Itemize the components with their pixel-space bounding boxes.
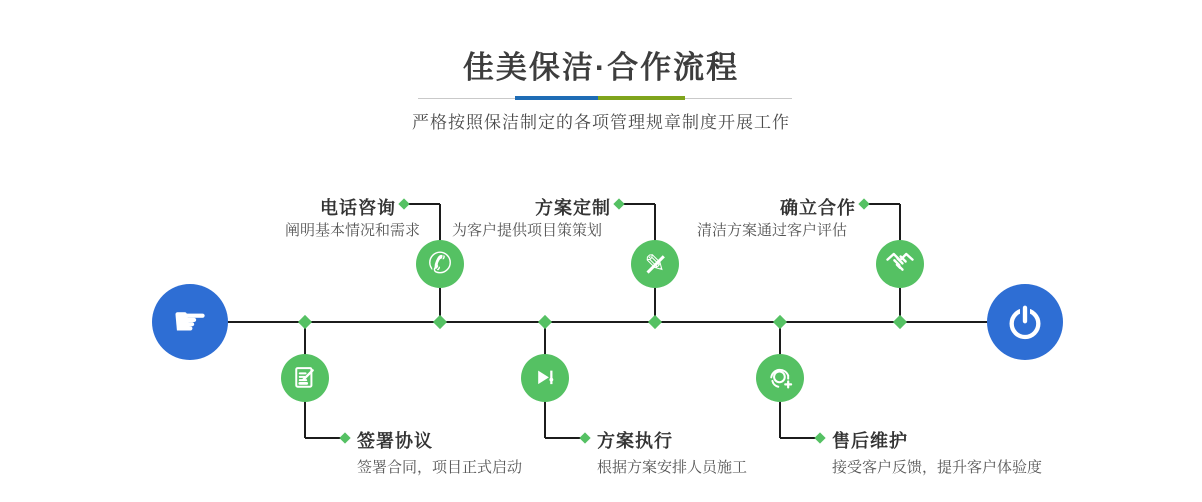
step-node-plan-execute (521, 354, 569, 402)
step-title-establish-coop: 确立合作 (780, 198, 856, 218)
step-desc-sign-agreement: 签署合同，项目正式启动 (357, 459, 523, 476)
step-desc-phone-consult: 阐明基本情况和需求 (284, 222, 420, 239)
step-node-sign-agreement (281, 354, 329, 402)
label-diamond (579, 432, 590, 443)
connector-horizontal (545, 437, 581, 439)
timeline-diamond (893, 315, 907, 329)
timeline-diamond (538, 315, 552, 329)
divider-accent-green (598, 96, 685, 100)
phone-icon: ✆ (427, 247, 453, 280)
connector-horizontal (305, 437, 341, 439)
step-title-phone-consult: 电话咨询 (320, 198, 396, 218)
step-node-establish-coop (876, 240, 924, 288)
label-diamond (613, 198, 624, 209)
step-title-plan-custom: 方案定制 (535, 198, 611, 218)
label-diamond (398, 198, 409, 209)
step-desc-plan-custom: 为客户提供项目策策划 (451, 222, 602, 239)
pencil-ruler-icon: ✎ (644, 249, 666, 278)
step-desc-plan-execute: 根据方案安排人员施工 (597, 459, 748, 476)
step-desc-after-sales: 接受客户反馈，提升客户体验度 (832, 459, 1043, 476)
timeline-line (224, 321, 990, 323)
timeline-end-node (987, 284, 1063, 360)
page-title: 佳美保洁·合作流程 (462, 50, 740, 85)
pointing-hand-icon: ☛ (172, 300, 208, 344)
step-node-phone-consult (416, 240, 464, 288)
connector-horizontal (623, 203, 655, 205)
step-node-after-sales (756, 354, 804, 402)
step-title-after-sales: 售后维护 (832, 431, 908, 451)
play-execute-icon (532, 365, 559, 392)
timeline-start-node (152, 284, 228, 360)
divider-accent-blue (515, 96, 598, 100)
signed-document-icon (291, 364, 319, 392)
timeline-diamond (773, 315, 787, 329)
connector-horizontal (408, 203, 440, 205)
power-icon (1005, 302, 1045, 342)
headset-support-icon (766, 364, 794, 392)
connector-horizontal (868, 203, 900, 205)
step-title-plan-execute: 方案执行 (597, 431, 673, 451)
handshake-icon (885, 249, 915, 279)
step-node-plan-custom (631, 240, 679, 288)
label-diamond (339, 432, 350, 443)
timeline-diamond (648, 315, 662, 329)
timeline-diamond (298, 315, 312, 329)
step-desc-establish-coop: 清洁方案通过客户评估 (696, 222, 847, 239)
timeline-diamond (433, 315, 447, 329)
page-subtitle: 严格按照保洁制定的各项管理规章制度开展工作 (412, 113, 790, 132)
label-diamond (858, 198, 869, 209)
connector-horizontal (780, 437, 816, 439)
label-diamond (814, 432, 825, 443)
step-title-sign-agreement: 签署协议 (357, 431, 433, 451)
